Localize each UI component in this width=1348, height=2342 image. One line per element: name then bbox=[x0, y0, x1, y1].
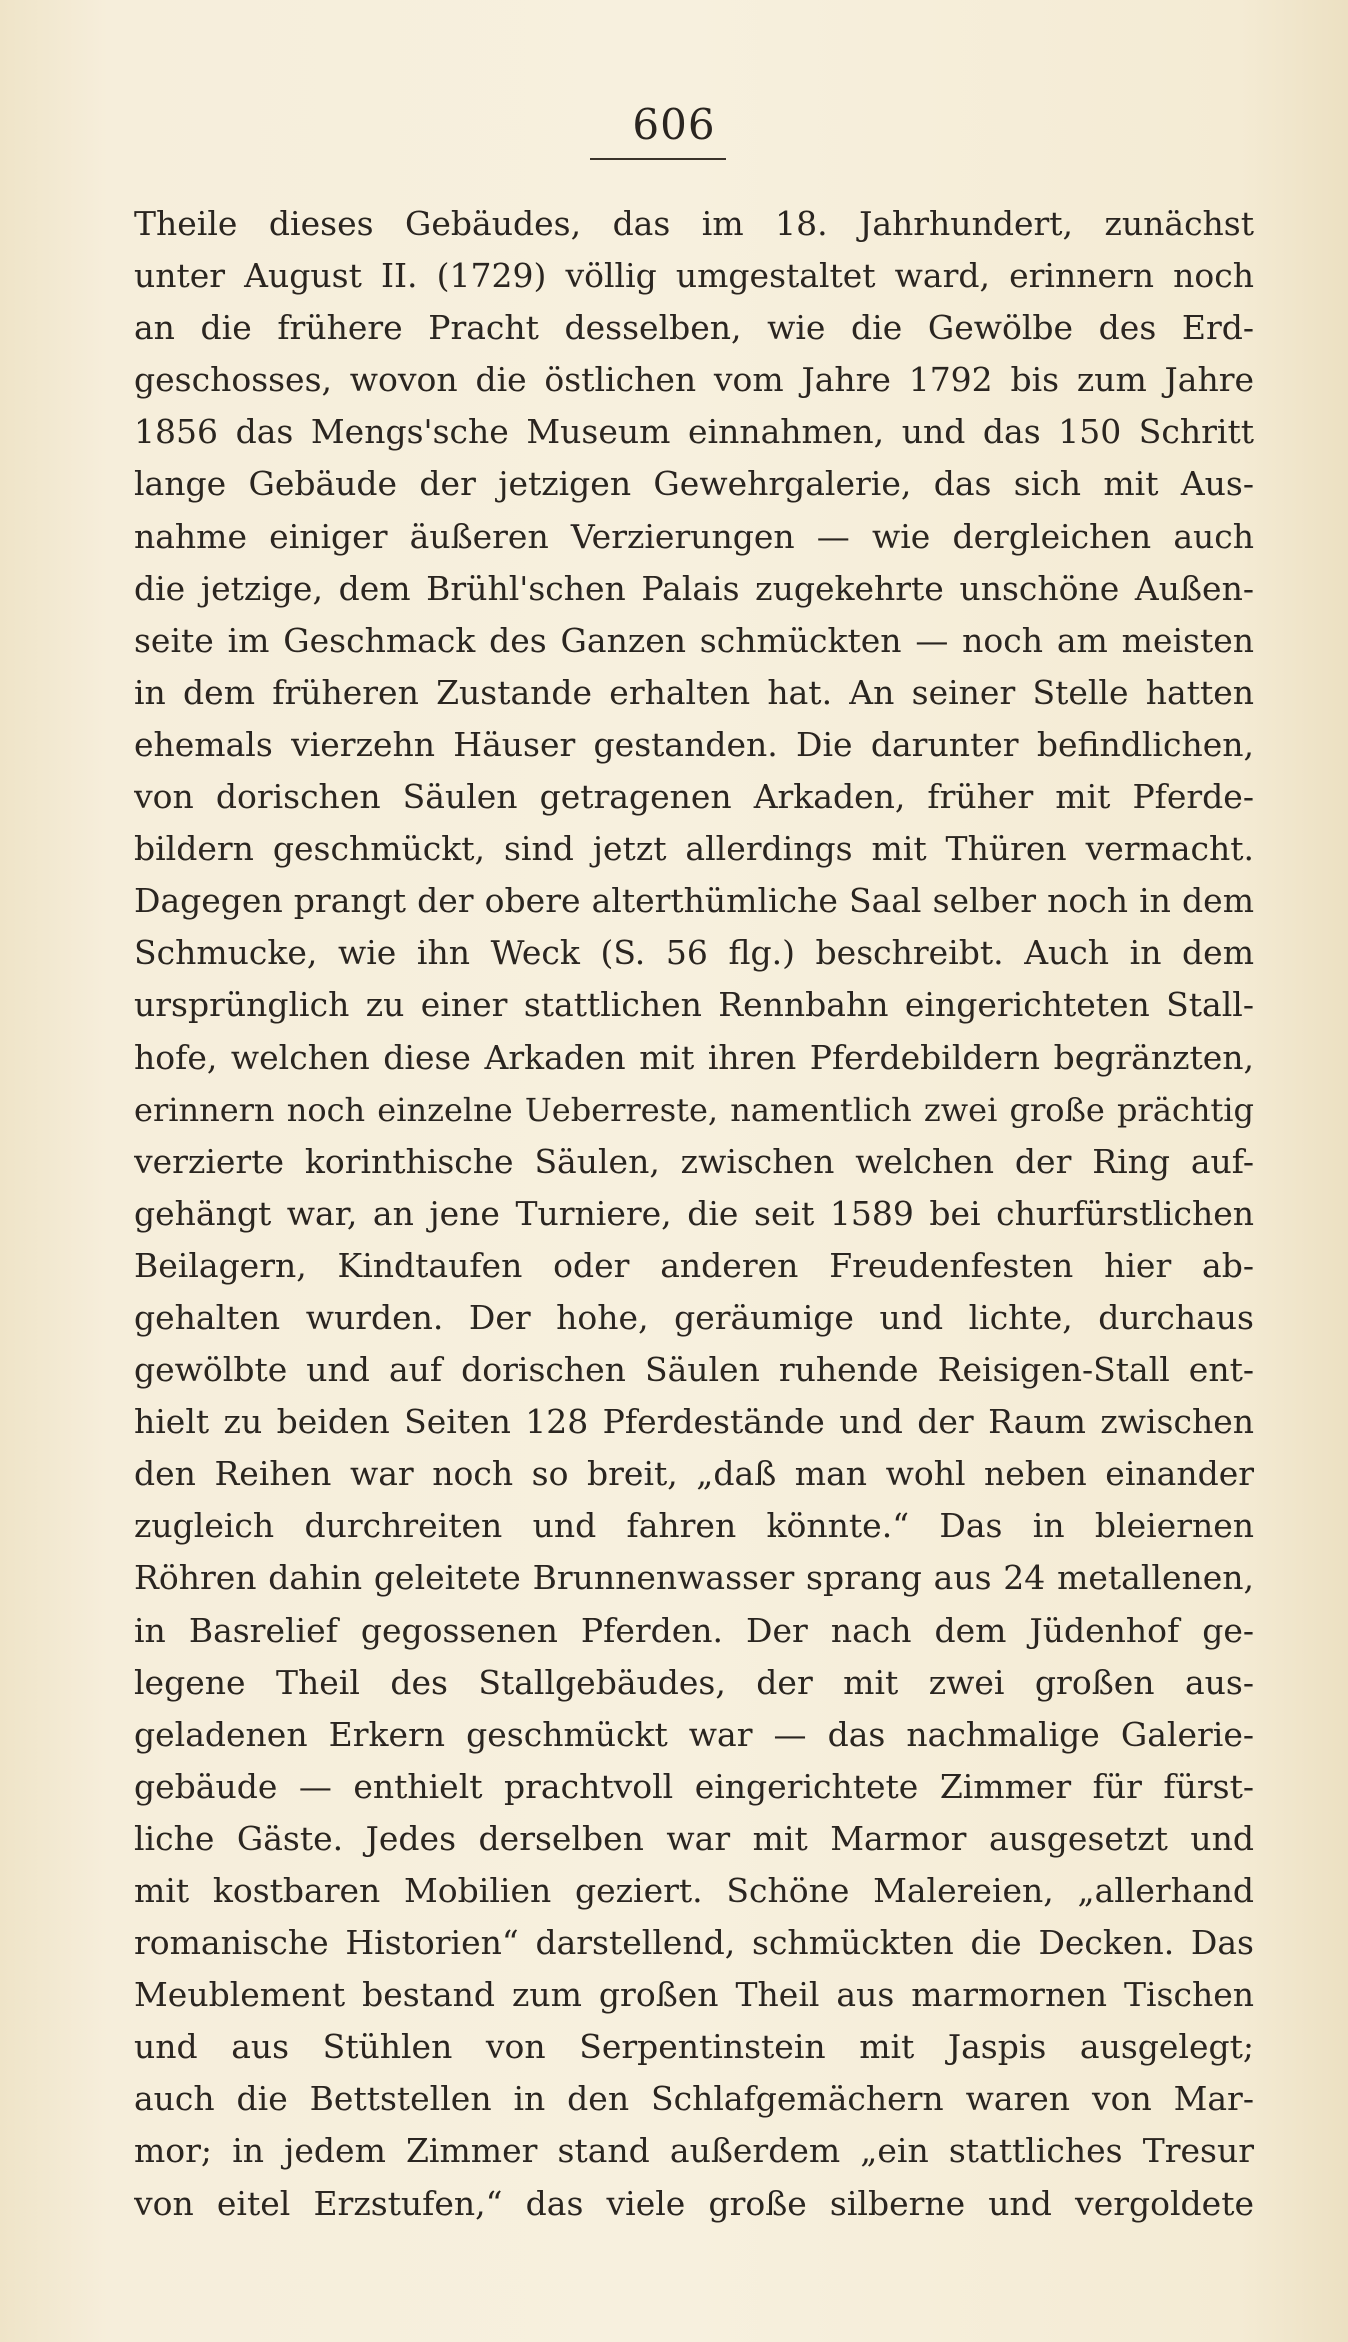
body-text bbox=[134, 198, 1254, 2230]
text-line: gewölbte und auf dorischen Säulen ruhende Reisigen-Stall ent- bbox=[134, 1350, 1254, 1390]
text-line: liche Gäste. Jedes derselben war mit Marmor ausgesetzt und bbox=[134, 1818, 1254, 1858]
text-line: Röhren dahin geleitete Brunnenwasser sprang aus 24 metallenen, bbox=[134, 1558, 1254, 1598]
text-line: in Basrelief gegossenen Pferden. Der nach dem Jüdenhof ge- bbox=[134, 1610, 1254, 1650]
text-line: mor; in jedem Zimmer stand außerdem „ein stattliches Tresur bbox=[134, 2131, 1254, 2171]
text-line: geschosses, wovon die östlichen vom Jahre 1792 bis zum Jahre bbox=[134, 360, 1254, 400]
text-line: mit kostbaren Mobilien geziert. Schöne Malereien, „allerhand bbox=[134, 1871, 1254, 1910]
text-line: hielt zu beiden Seiten 128 Pferdeständе und der Raum zwischen bbox=[134, 1402, 1254, 1442]
text-line: erinnern noch einzelne Ueberreste, namentlich zwei große prächtig bbox=[134, 1090, 1254, 1129]
text-line: lange Gebäude der jetzigen Gewehrgalerie, das sich mit Aus- bbox=[134, 464, 1254, 504]
header-rule bbox=[590, 158, 726, 160]
text-line: Meublement bestand zum großen Theil aus marmornen Tischen bbox=[134, 1975, 1254, 2015]
text-line: geladenen Erkern geschmückt war — das nachmalige Galerie- bbox=[134, 1714, 1254, 1754]
text-line: von eitel Erzstufen,“ das viele große silberne und vergoldete bbox=[134, 2183, 1254, 2223]
text-line: in dem früheren Zustande erhalten hat. An seiner Stelle hatten bbox=[134, 672, 1254, 712]
text-line: Schmucke, wie ihn Weck (S. 56 flg.) beschreibt. Auch in dem bbox=[134, 933, 1254, 973]
page-number: 606 bbox=[632, 100, 716, 149]
text-line: ehemals vierzehn Häuser gestanden. Die darunter befindlichen, bbox=[134, 724, 1254, 764]
text-line: gehängt war, an jene Turniere, die seit 1589 bei churfürstlichen bbox=[134, 1193, 1254, 1233]
text-line: unter August II. (1729) völlig umgestaltet ward, erinnern noch bbox=[134, 256, 1254, 296]
text-line: Dagegen prangt der obere alterthümliche Saal selber noch in dem bbox=[134, 881, 1254, 921]
text-line: seite im Geschmack des Ganzen schmückten — noch am meisten bbox=[134, 620, 1254, 660]
text-line: 1856 das Mengs'sche Museum einnahmen, und das 150 Schritt bbox=[134, 412, 1254, 452]
text-line: auch die Bettstellen in den Schlafgemächern waren von Mar- bbox=[134, 2079, 1254, 2119]
text-line: Beilagern, Kindtaufen oder anderen Freudenfesten hier ab- bbox=[134, 1245, 1254, 1285]
text-line: gehalten wurden. Der hohe, geräumige und lichte, durchaus bbox=[134, 1297, 1254, 1337]
text-line: an die frühere Pracht desselben, wie die Gewölbe des Erd- bbox=[134, 308, 1254, 348]
text-line: hofe, welchen diese Arkaden mit ihren Pferdebildern begränzten, bbox=[134, 1037, 1254, 1077]
text-line: zugleich durchreiten und fahren könnte.“ Das in bleiernen bbox=[134, 1506, 1254, 1546]
text-line: verzierte korinthische Säulen, zwischen welchen der Ring auf- bbox=[134, 1141, 1254, 1181]
text-line: die jetzige, dem Brühl'schen Palais zugekehrte unschöne Außen- bbox=[134, 568, 1254, 608]
text-line: gebäude — enthielt prachtvoll eingerichtete Zimmer für fürst- bbox=[134, 1766, 1254, 1806]
text-line: legene Theil des Stallgebäudes, der mit zwei großen aus- bbox=[134, 1662, 1254, 1702]
text-line: von dorischen Säulen getragenen Arkaden, früher mit Pferde- bbox=[134, 777, 1254, 817]
text-line: Theile dieses Gebäudes, das im 18. Jahrhundert, zunächst bbox=[134, 204, 1254, 243]
text-line: den Reihen war noch so breit, „daß man wohl neben einander bbox=[134, 1454, 1254, 1494]
text-line: nahme einiger äußeren Verzierungen — wie dergleichen auch bbox=[134, 516, 1254, 556]
text-line: ursprünglich zu einer stattlichen Rennbahn eingerichteten Stall- bbox=[134, 985, 1254, 1025]
text-line: bildern geschmückt, sind jetzt allerdings mit Thüren vermacht. bbox=[134, 829, 1254, 869]
text-line: romanische Historien“ darstellend, schmückten die Decken. Das bbox=[134, 1923, 1254, 1963]
text-line: und aus Stühlen von Serpentinstein mit Jaspis ausgelegt; bbox=[134, 2027, 1254, 2067]
